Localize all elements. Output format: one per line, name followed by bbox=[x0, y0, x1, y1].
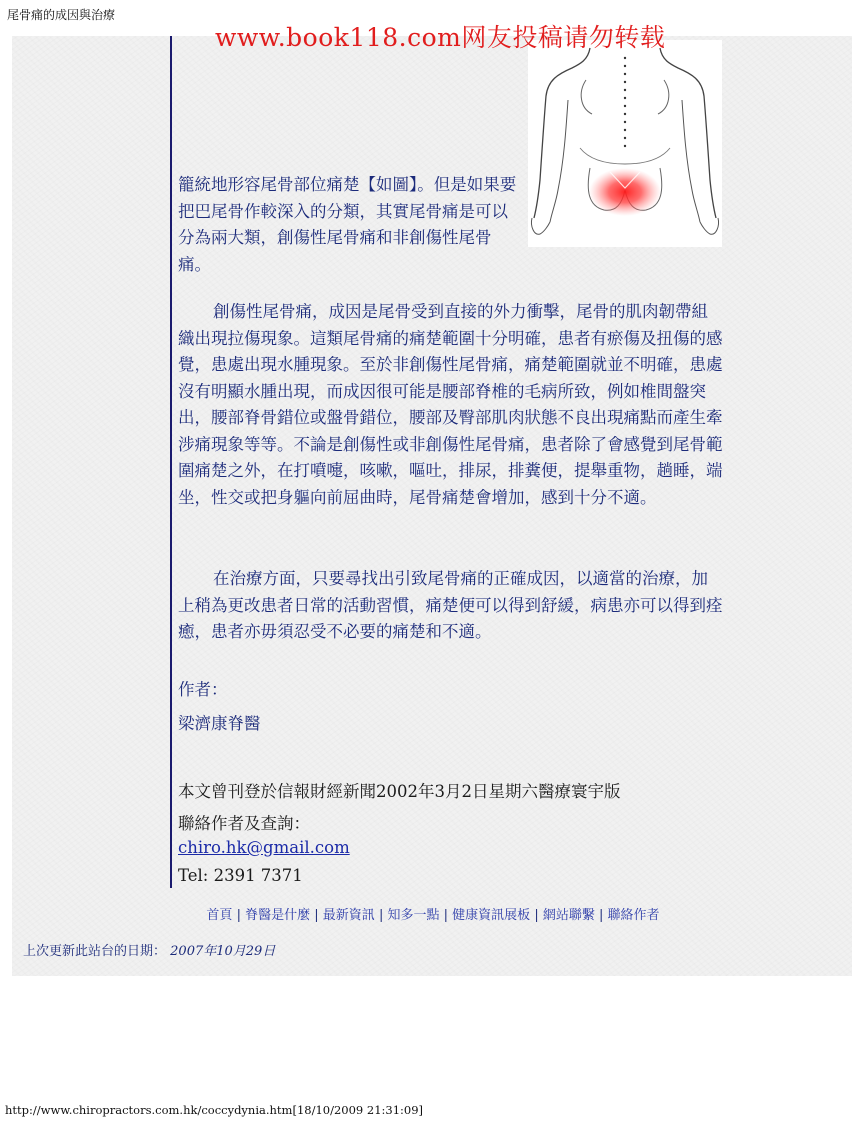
nav-link-know-more[interactable]: 知多一點 bbox=[387, 908, 440, 923]
author-email-link[interactable]: chiro.hk@gmail.com bbox=[178, 838, 350, 857]
publication-note: 本文曾刊登於信報財經新聞2002年3月2日星期六醫療寰宇版 bbox=[178, 782, 621, 801]
author-label: 作者： bbox=[178, 680, 228, 699]
author-name: 梁濟康脊醫 bbox=[178, 714, 261, 733]
nav-link-site-links[interactable]: 網站聯繫 bbox=[542, 908, 595, 923]
page-header-title: 尾骨痛的成因與治療 bbox=[7, 8, 116, 22]
nav-separator: | bbox=[378, 908, 384, 923]
print-footer-url: http://www.chiropractors.com.hk/coccydynia.htm[18/10/2009 21:31:09] bbox=[5, 1103, 424, 1117]
left-vertical-rule bbox=[170, 36, 172, 888]
nav-link-what-is-chiropractic[interactable]: 脊醫是什麼 bbox=[245, 908, 311, 923]
nav-separator: | bbox=[443, 908, 449, 923]
nav-link-latest-news[interactable]: 最新資訊 bbox=[322, 908, 375, 923]
nav-link-health-board[interactable]: 健康資訊展板 bbox=[452, 908, 531, 923]
telephone: Tel: 2391 7371 bbox=[178, 866, 303, 885]
nav-separator: | bbox=[314, 908, 319, 923]
back-anatomy-illustration bbox=[528, 40, 722, 247]
nav-link-home[interactable]: 首頁 bbox=[206, 908, 233, 923]
nav-separator: | bbox=[236, 908, 241, 923]
article-paragraph-3: 在治療方面，只要尋找出引致尾骨痛的正確成因，以適當的治療，加上稍為更改患者日常的活動習慣，痛楚便可以得到舒緩，病患亦可以得到痊癒，患者亦毋須忍受不必要的痛楚和不適。 bbox=[178, 569, 723, 641]
nav-separator: | bbox=[599, 908, 604, 923]
last-updated bbox=[23, 940, 275, 959]
footer-navigation bbox=[0, 904, 866, 923]
nav-separator: | bbox=[534, 908, 539, 923]
watermark-text: www.book118.com网友投稿请勿转载 bbox=[215, 23, 666, 52]
article-paragraph-2: 創傷性尾骨痛，成因是尾骨受到直接的外力衝擊，尾骨的肌肉韌帶組織出現拉傷現象。這類尾骨痛的痛楚範圍十分明確，患者有瘀傷及扭傷的感覺，患處出現水腫現象。至於非創傷性尾骨痛，痛楚範圍就並不明確，患處沒有明顯水腫出現，而成因很可能是腰部脊椎的毛病所致，例如椎間盤突出，腰部脊骨錯位或盤骨錯位，腰部及臀部肌肉狀態不良出現痛點而產生牽涉痛現象等等。不論是創傷性或非創傷性尾骨痛，患者除了會感覺到尾骨範圍痛楚之外，在打噴嚏，咳嗽，嘔吐，排尿，排糞便，提舉重物，趟睡，端坐，性交或把身軀向前屈曲時，尾骨痛楚會增加，感到十分不適。 bbox=[178, 302, 723, 507]
last-updated-label: 上次更新此站台的日期： bbox=[23, 944, 167, 959]
contact-label: 聯絡作者及查詢： bbox=[178, 814, 310, 833]
coccyx-pain-figure bbox=[528, 40, 722, 247]
last-updated-date: 2007年10月29日 bbox=[170, 944, 276, 959]
article-paragraph-1: 籠統地形容尾骨部位痛楚【如圖】。但是如果要把巴尾骨作較深入的分類，其實尾骨痛是可以分為兩大類，創傷性尾骨痛和非創傷性尾骨痛。 bbox=[178, 175, 517, 274]
nav-link-contact-author[interactable]: 聯絡作者 bbox=[607, 908, 660, 923]
